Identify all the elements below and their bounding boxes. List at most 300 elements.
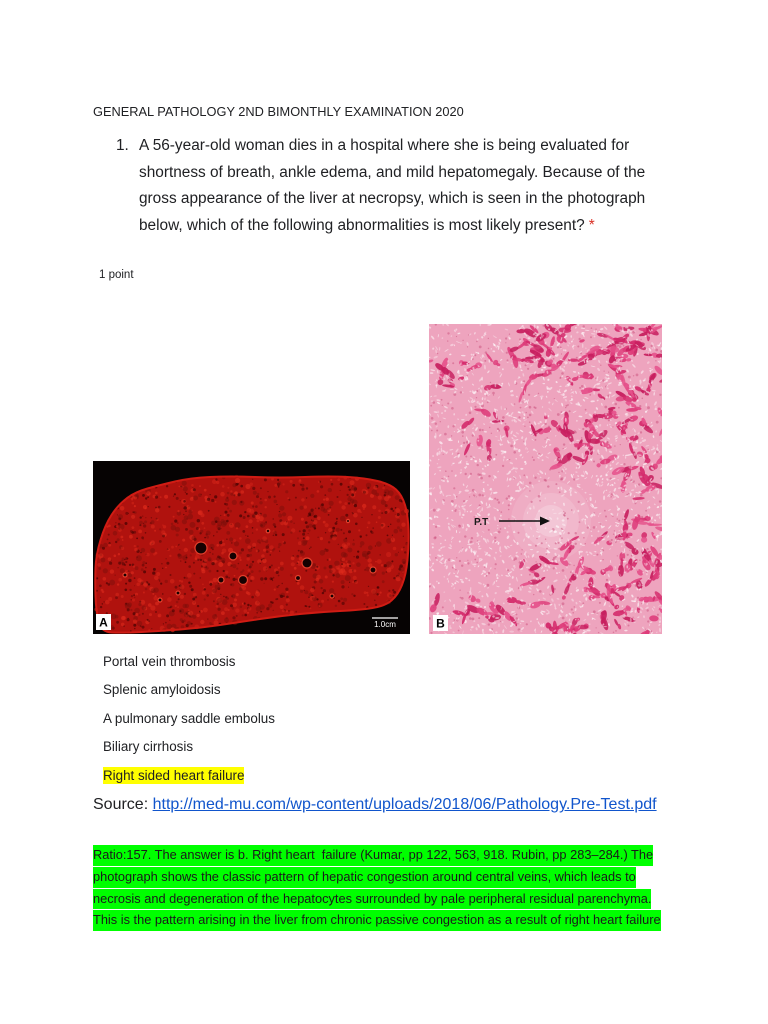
nucleus-dot <box>632 617 633 618</box>
mottle-speck <box>193 573 195 575</box>
mottle-speck <box>392 589 394 591</box>
mottle-speck <box>142 494 145 497</box>
nucleus-dot <box>562 569 565 572</box>
nucleus-dot <box>572 612 574 614</box>
nucleus-dot <box>623 345 625 347</box>
mottle-speck <box>310 607 312 609</box>
mottle-speck <box>297 562 299 564</box>
source-link[interactable]: http://med-mu.com/wp-content/uploads/2018/06/Pathology.Pre-Test.pdf <box>152 796 657 813</box>
mottle-speck <box>219 557 222 560</box>
mottle-speck <box>206 536 209 539</box>
mottle-speck <box>145 562 147 564</box>
cytoplasm-speck <box>616 415 620 416</box>
mottle-speck <box>155 602 159 606</box>
nucleus-dot <box>486 575 488 577</box>
mottle-speck <box>125 583 127 585</box>
mottle-speck <box>137 557 138 558</box>
mottle-speck <box>128 570 130 572</box>
mottle-speck <box>134 505 136 507</box>
mottle-speck <box>155 492 158 495</box>
mottle-speck <box>182 519 187 524</box>
mottle-speck <box>311 520 312 521</box>
mottle-speck <box>219 541 222 544</box>
mottle-speck <box>176 534 179 537</box>
mottle-speck <box>208 510 210 512</box>
mottle-speck <box>213 600 215 602</box>
mottle-speck <box>329 506 331 508</box>
mottle-speck <box>273 531 277 535</box>
mottle-speck <box>131 498 133 500</box>
mottle-speck <box>321 503 324 506</box>
nucleus-dot <box>558 542 560 544</box>
nucleus-dot <box>476 562 478 564</box>
mottle-speck <box>376 541 382 547</box>
mottle-speck <box>347 543 350 546</box>
question-line <box>139 213 645 240</box>
mottle-speck <box>397 519 401 523</box>
nucleus-dot <box>611 539 613 541</box>
mottle-speck <box>150 522 152 524</box>
mottle-speck <box>209 552 210 553</box>
mottle-speck <box>185 561 187 563</box>
mottle-speck <box>394 529 399 534</box>
nucleus-dot <box>647 406 650 409</box>
mottle-speck <box>318 507 320 509</box>
answer-options <box>103 647 275 790</box>
mottle-speck <box>192 598 195 601</box>
nucleus-dot <box>494 498 496 500</box>
mottle-speck <box>341 585 344 588</box>
nucleus-dot <box>533 459 535 461</box>
mottle-speck <box>292 484 295 487</box>
nucleus-dot <box>488 623 490 625</box>
mottle-speck <box>252 487 255 490</box>
mottle-speck <box>308 533 309 534</box>
nucleus-dot <box>455 509 456 510</box>
mottle-speck <box>231 542 233 544</box>
cytoplasm-speck <box>582 388 584 390</box>
mottle-speck <box>224 503 226 505</box>
nucleus-dot <box>628 376 631 379</box>
question-line-text: below, which of the following abnormalities is most likely present? <box>139 216 585 234</box>
mottle-speck <box>382 487 385 490</box>
mottle-speck <box>154 576 159 581</box>
mottle-speck <box>220 594 221 595</box>
nucleus-dot <box>593 526 596 529</box>
mottle-speck <box>146 491 150 495</box>
nucleus-dot <box>460 391 462 393</box>
mottle-speck <box>305 521 308 524</box>
mottle-speck <box>115 522 116 523</box>
mottle-speck <box>285 490 288 493</box>
mottle-speck <box>136 555 142 561</box>
mottle-speck <box>183 486 188 491</box>
mottle-speck <box>109 580 115 586</box>
nucleus-dot <box>524 426 525 427</box>
mottle-speck <box>125 561 127 563</box>
mottle-speck <box>156 572 160 576</box>
nucleus-dot <box>599 602 601 604</box>
mottle-speck <box>166 485 168 487</box>
mottle-speck <box>278 575 280 577</box>
nucleus-dot <box>531 501 533 503</box>
nucleus-dot <box>431 430 433 432</box>
mottle-speck <box>149 613 152 616</box>
mottle-speck <box>129 535 133 539</box>
cytoplasm-speck <box>595 351 597 355</box>
mottle-speck <box>342 558 345 561</box>
nucleus-dot <box>529 421 531 423</box>
mottle-speck <box>98 553 103 558</box>
mottle-speck <box>135 566 139 570</box>
mottle-speck <box>181 580 183 582</box>
mottle-speck <box>118 518 121 521</box>
mottle-speck <box>108 583 111 586</box>
mottle-speck <box>382 580 385 583</box>
mottle-speck <box>354 556 355 557</box>
mottle-speck <box>118 562 121 565</box>
nucleus-dot <box>488 529 490 531</box>
mottle-speck <box>265 506 267 508</box>
nucleus-dot <box>579 338 581 340</box>
mottle-speck <box>151 517 152 518</box>
mottle-speck <box>375 545 376 546</box>
figure-label-a: A <box>99 615 108 630</box>
nucleus-dot <box>507 359 509 361</box>
mottle-speck <box>263 549 266 552</box>
mottle-speck <box>280 567 284 571</box>
mottle-speck <box>124 564 126 566</box>
nucleus-dot <box>467 346 468 347</box>
mottle-speck <box>300 585 305 590</box>
scale-label: 1.0cm <box>374 620 396 629</box>
mottle-speck <box>161 563 163 565</box>
mottle-speck <box>148 620 150 622</box>
mottle-speck <box>161 530 165 534</box>
nucleus-dot <box>476 397 477 398</box>
mottle-speck <box>368 545 373 550</box>
mottle-speck <box>251 502 254 505</box>
vessel-lumen <box>158 598 162 602</box>
mottle-speck <box>233 539 236 542</box>
mottle-speck <box>292 555 294 557</box>
mottle-speck <box>121 547 124 550</box>
nucleus-dot <box>589 394 591 396</box>
mottle-speck <box>227 514 230 517</box>
mottle-speck <box>178 598 180 600</box>
mottle-speck <box>216 531 217 532</box>
nucleus-dot <box>508 495 510 497</box>
mottle-speck <box>220 515 221 516</box>
vessel-lumen <box>239 576 248 585</box>
mottle-speck <box>127 608 130 611</box>
mottle-speck <box>177 606 179 608</box>
mottle-speck <box>303 529 306 532</box>
mottle-speck <box>280 521 284 525</box>
nucleus-dot <box>461 565 463 567</box>
mottle-speck <box>262 559 267 564</box>
liver-gross-photo <box>93 461 410 634</box>
mottle-speck <box>230 564 232 566</box>
mottle-speck <box>391 560 393 562</box>
mottle-speck <box>347 494 349 496</box>
mottle-speck <box>232 483 236 487</box>
mottle-speck <box>355 581 358 584</box>
mottle-speck <box>396 576 401 581</box>
nucleus-dot <box>546 548 548 550</box>
mottle-speck <box>340 529 342 531</box>
mottle-speck <box>375 493 379 497</box>
nucleus-dot <box>565 407 566 408</box>
mottle-speck <box>143 524 146 527</box>
mottle-speck <box>174 493 176 495</box>
mottle-speck <box>239 556 242 559</box>
mottle-speck <box>120 506 125 511</box>
mottle-speck <box>274 589 276 591</box>
nucleus-dot <box>659 500 661 502</box>
mottle-speck <box>273 518 274 519</box>
mottle-speck <box>329 588 334 593</box>
question-line: A 56-year-old woman dies in a hospital where she is being evaluated for <box>139 137 630 154</box>
mottle-speck <box>268 604 272 608</box>
mottle-speck <box>148 583 150 585</box>
cytoplasm-speck <box>627 565 628 568</box>
mottle-speck <box>282 533 285 536</box>
nucleus-dot <box>491 433 492 434</box>
mottle-speck <box>382 572 385 575</box>
mottle-speck <box>232 603 237 608</box>
mottle-speck <box>102 547 105 550</box>
nucleus-dot <box>582 602 584 604</box>
mottle-speck <box>320 537 323 540</box>
mottle-speck <box>191 484 194 487</box>
nucleus-dot <box>575 431 577 433</box>
mottle-speck <box>295 611 297 613</box>
mottle-speck <box>186 557 188 559</box>
nucleus-dot <box>617 555 618 556</box>
nucleus-dot <box>529 482 532 485</box>
nucleus-dot <box>527 417 529 419</box>
mottle-speck <box>215 501 217 503</box>
nucleus-dot <box>453 487 455 489</box>
nucleus-dot <box>605 516 607 518</box>
mottle-speck <box>308 513 311 516</box>
mottle-speck <box>134 628 135 629</box>
mottle-speck <box>306 525 309 528</box>
mottle-speck <box>180 486 181 487</box>
nucleus-dot <box>492 392 495 395</box>
nucleus-dot <box>560 535 561 536</box>
mottle-speck <box>332 581 334 583</box>
nucleus-dot <box>557 346 559 348</box>
mottle-speck <box>116 526 118 528</box>
mottle-speck <box>140 552 141 553</box>
mottle-speck <box>259 501 262 504</box>
mottle-speck <box>398 573 400 575</box>
mottle-speck <box>177 510 179 512</box>
mottle-speck <box>312 596 317 601</box>
nucleus-dot <box>529 490 531 492</box>
mottle-speck <box>189 510 193 514</box>
mottle-speck <box>349 496 350 497</box>
answer-option <box>103 676 275 705</box>
mottle-speck <box>216 570 218 572</box>
mottle-speck <box>278 486 280 488</box>
mottle-speck <box>328 558 331 561</box>
mottle-speck <box>187 621 191 625</box>
answer-option-label: Biliary cirrhosis <box>103 739 194 755</box>
mottle-speck <box>358 529 360 531</box>
mottle-speck <box>170 574 172 576</box>
mottle-speck <box>206 531 211 536</box>
mottle-speck <box>252 479 253 480</box>
mottle-speck <box>309 548 310 549</box>
vessel-lumen <box>123 573 127 577</box>
mottle-speck <box>121 536 124 539</box>
vessel-lumen <box>266 529 270 533</box>
nucleus-dot <box>500 621 501 622</box>
mottle-speck <box>175 586 178 589</box>
nucleus-dot <box>646 548 648 550</box>
mottle-speck <box>183 500 186 503</box>
mottle-speck <box>244 609 248 613</box>
mottle-speck <box>132 511 134 513</box>
nucleus-dot <box>657 614 659 616</box>
mottle-speck <box>387 535 389 537</box>
mottle-speck <box>252 561 254 563</box>
mottle-speck <box>185 554 187 556</box>
mottle-speck <box>209 544 214 549</box>
mottle-speck <box>192 536 196 540</box>
mottle-speck <box>353 569 356 572</box>
mottle-speck <box>134 545 136 547</box>
mottle-speck <box>329 570 333 574</box>
mottle-speck <box>327 599 329 601</box>
mottle-speck <box>240 606 243 609</box>
mottle-speck <box>227 507 229 509</box>
exam-title: GENERAL PATHOLOGY 2ND BIMONTHLY EXAMINATION 2020 <box>93 104 464 119</box>
mottle-speck <box>190 548 195 553</box>
nucleus-dot <box>655 360 656 361</box>
nucleus-dot <box>580 353 582 355</box>
mottle-speck <box>256 515 260 519</box>
nucleus-dot <box>627 554 629 556</box>
mottle-speck <box>257 520 260 523</box>
nucleus-dot <box>547 485 549 487</box>
mottle-speck <box>102 591 105 594</box>
mottle-speck <box>134 597 135 598</box>
mottle-speck <box>224 607 228 611</box>
mottle-speck <box>139 601 141 603</box>
mottle-speck <box>186 493 188 495</box>
mottle-speck <box>278 481 282 485</box>
nucleus-dot <box>440 421 441 422</box>
nucleus-dot <box>600 365 601 366</box>
mottle-speck <box>221 528 222 529</box>
mottle-speck <box>145 507 147 509</box>
mottle-speck <box>360 541 365 546</box>
mottle-speck <box>351 493 354 496</box>
mottle-speck <box>145 567 147 569</box>
mottle-speck <box>371 589 376 594</box>
mottle-speck <box>297 537 299 539</box>
mottle-speck <box>331 483 334 486</box>
mottle-speck <box>240 501 242 503</box>
nucleus-dot <box>509 334 510 335</box>
nucleus-dot <box>641 516 643 518</box>
nucleus-dot <box>494 540 496 542</box>
mottle-speck <box>340 490 341 491</box>
mottle-speck <box>372 505 376 509</box>
mottle-speck <box>314 581 317 584</box>
mottle-speck <box>182 481 187 486</box>
mottle-speck <box>228 609 230 611</box>
nucleus-dot <box>465 456 467 458</box>
mottle-speck <box>151 628 152 629</box>
mottle-speck <box>226 497 228 499</box>
mottle-speck <box>243 516 246 519</box>
rationale-line <box>93 867 661 889</box>
nucleus-dot <box>534 477 536 479</box>
nucleus-dot <box>447 403 449 405</box>
mottle-speck <box>395 507 397 509</box>
nucleus-dot <box>602 559 603 560</box>
nucleus-dot <box>456 336 457 337</box>
nucleus-dot <box>474 354 476 356</box>
mottle-speck <box>145 532 147 534</box>
mottle-speck <box>310 588 314 592</box>
mottle-speck <box>118 578 122 582</box>
mottle-speck <box>185 510 187 512</box>
rationale-line-text: This is the pattern arising in the liver from chronic passive congestion as a result of right heart failure <box>93 910 661 931</box>
mottle-speck <box>134 548 138 552</box>
mottle-speck <box>197 605 199 607</box>
nucleus-dot <box>656 421 659 424</box>
mottle-speck <box>298 480 301 483</box>
mottle-speck <box>129 564 131 566</box>
required-marker: * <box>588 216 595 234</box>
mottle-speck <box>381 524 384 527</box>
mottle-speck <box>318 537 319 538</box>
mottle-speck <box>270 554 272 556</box>
mottle-speck <box>169 555 171 557</box>
mottle-speck <box>134 585 135 586</box>
rationale-paragraph <box>93 845 661 932</box>
mottle-speck <box>211 521 216 526</box>
mottle-speck <box>311 509 314 512</box>
mottle-speck <box>317 490 320 493</box>
nucleus-dot <box>606 579 608 581</box>
nucleus-dot <box>561 372 564 375</box>
mottle-speck <box>167 607 169 609</box>
nucleus-dot <box>596 627 597 628</box>
nucleus-dot <box>578 501 580 503</box>
mottle-speck <box>301 484 304 487</box>
mottle-speck <box>252 543 256 547</box>
nucleus-dot <box>460 597 462 599</box>
nucleus-dot <box>506 497 508 499</box>
mottle-speck <box>247 604 249 606</box>
nucleus-dot <box>444 433 447 436</box>
mottle-speck <box>171 546 174 549</box>
nucleus-dot <box>558 472 559 473</box>
mottle-speck <box>244 602 246 604</box>
mottle-speck <box>264 499 267 502</box>
nucleus-dot <box>564 512 566 514</box>
mottle-speck <box>299 530 301 532</box>
mottle-speck <box>221 611 225 615</box>
nucleus-dot <box>508 504 510 506</box>
